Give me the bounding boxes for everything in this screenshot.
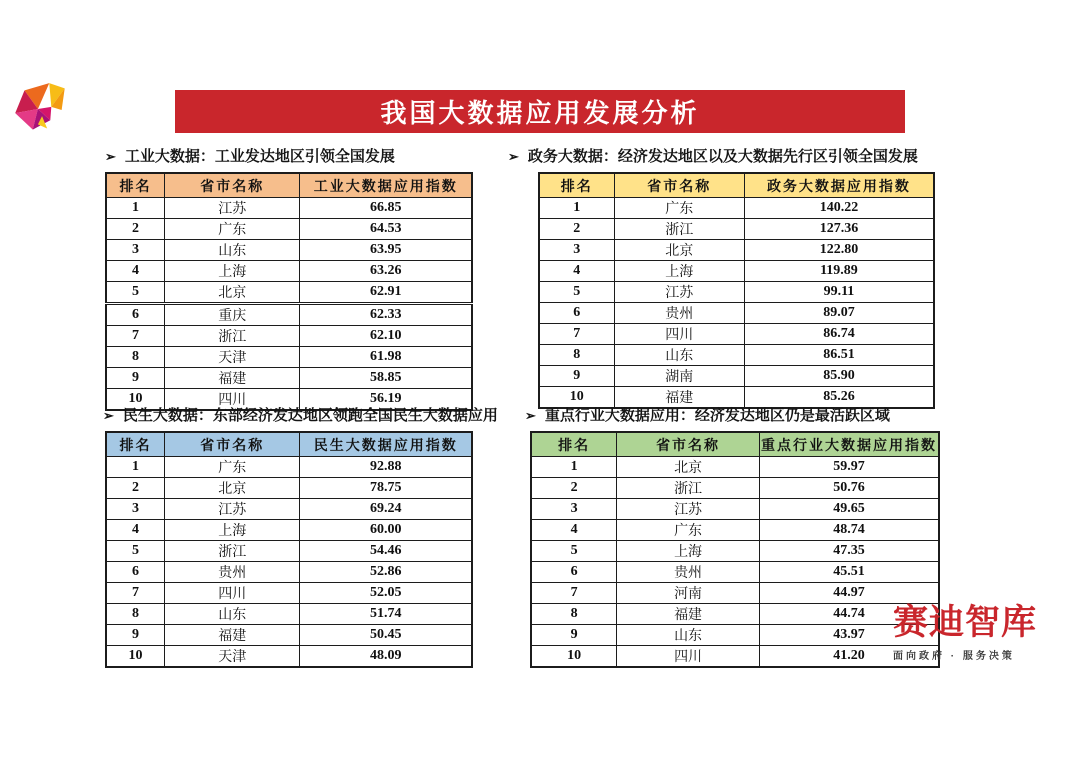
- table-cell: 3: [106, 240, 165, 261]
- table-cell: 7: [106, 583, 165, 604]
- column-header: 排名: [106, 432, 165, 457]
- table-row: [539, 324, 934, 345]
- table-cell: 山东: [165, 604, 300, 625]
- table-cell: 140.22: [744, 198, 934, 219]
- table-cell: 3: [106, 499, 165, 520]
- table-cell: 48.74: [759, 520, 939, 541]
- table-cell: 44.74: [759, 604, 939, 625]
- table-cell: 63.95: [300, 240, 472, 261]
- table-cell: 2: [106, 219, 165, 240]
- table-cell: 59.97: [759, 457, 939, 478]
- table-cell: 9: [106, 625, 165, 646]
- table-row: [531, 625, 939, 646]
- table-cell: 福建: [165, 625, 300, 646]
- table-cell: 5: [531, 541, 617, 562]
- table-header-row: [106, 432, 472, 457]
- table-cell: 9: [106, 368, 165, 389]
- table-row: [531, 583, 939, 604]
- table-row: [106, 625, 472, 646]
- table-cell: 广东: [165, 219, 300, 240]
- table-cell: 1: [106, 457, 165, 478]
- table-cell: 9: [539, 366, 614, 387]
- table-cell: 62.33: [300, 304, 472, 326]
- table-row: [106, 347, 472, 368]
- column-header: 政务大数据应用指数: [744, 173, 934, 198]
- table-row: [531, 499, 939, 520]
- table-cell: 天津: [165, 347, 300, 368]
- section-title-keyindustry: 重点行业大数据应用：经济发达地区仍是最活跃区域: [544, 406, 890, 424]
- table-header-row: [106, 173, 472, 198]
- table-cell: 北京: [617, 457, 760, 478]
- table-cell: 10: [106, 646, 165, 668]
- table-cell: 福建: [614, 387, 744, 409]
- arrow-bullet-icon: ➢: [508, 148, 519, 164]
- table-cell: 44.97: [759, 583, 939, 604]
- table-row: [531, 604, 939, 625]
- table-row: [106, 219, 472, 240]
- table-cell: 56.19: [300, 389, 472, 411]
- table-header-row: [539, 173, 934, 198]
- table-row: [106, 520, 472, 541]
- table-cell: 湖南: [614, 366, 744, 387]
- table-cell: 9: [531, 625, 617, 646]
- table-cell: 3: [531, 499, 617, 520]
- table-cell: 四川: [165, 389, 300, 411]
- table-cell: 5: [106, 541, 165, 562]
- keyindustry-table: [530, 431, 940, 668]
- table-cell: 66.85: [300, 198, 472, 219]
- slide-title-banner: [175, 90, 905, 133]
- section-keyindustry: [525, 404, 955, 668]
- table-cell: 山东: [614, 345, 744, 366]
- table-row: [531, 541, 939, 562]
- table-row: [531, 457, 939, 478]
- table-cell: 四川: [614, 324, 744, 345]
- table-row: [106, 326, 472, 347]
- table-cell: 重庆: [165, 304, 300, 326]
- table-cell: 52.05: [300, 583, 472, 604]
- table-row: [106, 562, 472, 583]
- table-cell: 江苏: [614, 282, 744, 303]
- table-cell: 广东: [614, 198, 744, 219]
- table-cell: 上海: [165, 261, 300, 282]
- table-cell: 浙江: [165, 326, 300, 347]
- table-cell: 6: [106, 304, 165, 326]
- table-row: [539, 219, 934, 240]
- table-cell: 上海: [617, 541, 760, 562]
- table-row: [539, 198, 934, 219]
- table-cell: 58.85: [300, 368, 472, 389]
- table-cell: 四川: [617, 646, 760, 668]
- table-cell: 福建: [617, 604, 760, 625]
- table-cell: 2: [539, 219, 614, 240]
- column-header: 排名: [531, 432, 617, 457]
- table-cell: 10: [531, 646, 617, 668]
- column-header: 排名: [106, 173, 165, 198]
- table-row: [539, 303, 934, 324]
- brand-logo: [893, 604, 1043, 662]
- table-cell: 127.36: [744, 219, 934, 240]
- table-cell: 广东: [617, 520, 760, 541]
- table-row: [531, 520, 939, 541]
- table-cell: 92.88: [300, 457, 472, 478]
- table-row: [531, 562, 939, 583]
- table-cell: 福建: [165, 368, 300, 389]
- table-row: [531, 646, 939, 668]
- brand-tagline: 面向政府 · 服务决策: [893, 650, 1015, 662]
- table-cell: 5: [106, 282, 165, 304]
- table-cell: 浙江: [165, 541, 300, 562]
- table-cell: 54.46: [300, 541, 472, 562]
- table-cell: 7: [106, 326, 165, 347]
- industry-table: [105, 172, 473, 411]
- table-row: [106, 368, 472, 389]
- table-cell: 78.75: [300, 478, 472, 499]
- table-cell: 浙江: [614, 219, 744, 240]
- section-livelihood: [103, 404, 523, 668]
- table-cell: 6: [106, 562, 165, 583]
- table-cell: 60.00: [300, 520, 472, 541]
- table-cell: 2: [531, 478, 617, 499]
- table-cell: 122.80: [744, 240, 934, 261]
- column-header: 排名: [539, 173, 614, 198]
- table-cell: 10: [106, 389, 165, 411]
- section-title-industry: 工业大数据：工业发达地区引领全国发展: [124, 147, 395, 165]
- table-cell: 62.10: [300, 326, 472, 347]
- table-cell: 6: [531, 562, 617, 583]
- table-cell: 50.76: [759, 478, 939, 499]
- table-cell: 7: [539, 324, 614, 345]
- column-header: 省市名称: [614, 173, 744, 198]
- page-title: 我国大数据应用发展分析: [380, 98, 700, 128]
- table-cell: 48.09: [300, 646, 472, 668]
- column-header: 民生大数据应用指数: [300, 432, 472, 457]
- table-cell: 69.24: [300, 499, 472, 520]
- table-cell: 85.90: [744, 366, 934, 387]
- column-header: 工业大数据应用指数: [300, 173, 472, 198]
- table-row: [106, 583, 472, 604]
- table-row: [106, 604, 472, 625]
- table-cell: 99.11: [744, 282, 934, 303]
- table-cell: 上海: [614, 261, 744, 282]
- table-cell: 43.97: [759, 625, 939, 646]
- column-header: 省市名称: [617, 432, 760, 457]
- table-cell: 62.91: [300, 282, 472, 304]
- table-row: [106, 478, 472, 499]
- brand-name: 赛迪智库: [893, 603, 1038, 642]
- arrow-bullet-icon: ➢: [105, 148, 116, 164]
- table-row: [539, 282, 934, 303]
- section-heading-livelihood: [103, 404, 523, 424]
- table-cell: 江苏: [165, 499, 300, 520]
- section-heading-government: [508, 145, 948, 165]
- table-cell: 江苏: [165, 198, 300, 219]
- table-cell: 2: [106, 478, 165, 499]
- table-cell: 山东: [165, 240, 300, 261]
- table-row: [106, 198, 472, 219]
- table-row: [106, 541, 472, 562]
- table-cell: 47.35: [759, 541, 939, 562]
- table-row: [106, 240, 472, 261]
- table-cell: 8: [106, 347, 165, 368]
- column-header: 省市名称: [165, 173, 300, 198]
- table-cell: 北京: [165, 478, 300, 499]
- table-header-row: [531, 432, 939, 457]
- table-cell: 49.65: [759, 499, 939, 520]
- table-cell: 10: [539, 387, 614, 409]
- arrow-bullet-icon: ➢: [525, 407, 536, 423]
- table-cell: 8: [106, 604, 165, 625]
- table-row: [539, 261, 934, 282]
- table-row: [539, 345, 934, 366]
- table-row: [106, 499, 472, 520]
- table-cell: 天津: [165, 646, 300, 668]
- livelihood-table: [105, 431, 473, 668]
- table-row: [106, 282, 472, 304]
- table-cell: 119.89: [744, 261, 934, 282]
- section-title-livelihood: 民生大数据：东部经济发达地区领跑全国民生大数据应用: [122, 406, 498, 424]
- table-cell: 86.51: [744, 345, 934, 366]
- table-cell: 89.07: [744, 303, 934, 324]
- table-cell: 8: [539, 345, 614, 366]
- table-cell: 61.98: [300, 347, 472, 368]
- table-cell: 51.74: [300, 604, 472, 625]
- column-header: 省市名称: [165, 432, 300, 457]
- section-industry: [105, 145, 485, 411]
- table-cell: 贵州: [614, 303, 744, 324]
- table-cell: 北京: [165, 282, 300, 304]
- section-heading-keyindustry: [525, 404, 955, 424]
- table-cell: 1: [539, 198, 614, 219]
- table-cell: 广东: [165, 457, 300, 478]
- section-title-government: 政务大数据：经济发达地区以及大数据先行区引领全国发展: [527, 147, 918, 165]
- government-table: [538, 172, 935, 409]
- table-row: [106, 304, 472, 326]
- table-cell: 5: [539, 282, 614, 303]
- table-cell: 4: [106, 520, 165, 541]
- table-cell: 1: [531, 457, 617, 478]
- table-row: [106, 457, 472, 478]
- table-cell: 86.74: [744, 324, 934, 345]
- section-government: [508, 145, 948, 409]
- table-cell: 52.86: [300, 562, 472, 583]
- table-cell: 江苏: [617, 499, 760, 520]
- table-cell: 山东: [617, 625, 760, 646]
- polygon-logo-icon: [8, 78, 74, 144]
- table-cell: 45.51: [759, 562, 939, 583]
- table-cell: 贵州: [165, 562, 300, 583]
- table-cell: 4: [106, 261, 165, 282]
- table-cell: 1: [106, 198, 165, 219]
- table-cell: 63.26: [300, 261, 472, 282]
- table-cell: 4: [539, 261, 614, 282]
- section-heading-industry: [105, 145, 485, 165]
- table-cell: 贵州: [617, 562, 760, 583]
- table-cell: 4: [531, 520, 617, 541]
- table-cell: 上海: [165, 520, 300, 541]
- column-header: 重点行业大数据应用指数: [759, 432, 939, 457]
- table-cell: 8: [531, 604, 617, 625]
- table-row: [106, 646, 472, 668]
- table-cell: 河南: [617, 583, 760, 604]
- table-cell: 四川: [165, 583, 300, 604]
- table-row: [531, 478, 939, 499]
- table-cell: 50.45: [300, 625, 472, 646]
- table-row: [106, 261, 472, 282]
- table-cell: 85.26: [744, 387, 934, 409]
- table-cell: 64.53: [300, 219, 472, 240]
- table-cell: 北京: [614, 240, 744, 261]
- table-row: [539, 240, 934, 261]
- table-row: [539, 366, 934, 387]
- table-cell: 浙江: [617, 478, 760, 499]
- table-cell: 3: [539, 240, 614, 261]
- table-cell: 41.20: [759, 646, 939, 668]
- table-cell: 6: [539, 303, 614, 324]
- table-cell: 7: [531, 583, 617, 604]
- arrow-bullet-icon: ➢: [103, 407, 114, 423]
